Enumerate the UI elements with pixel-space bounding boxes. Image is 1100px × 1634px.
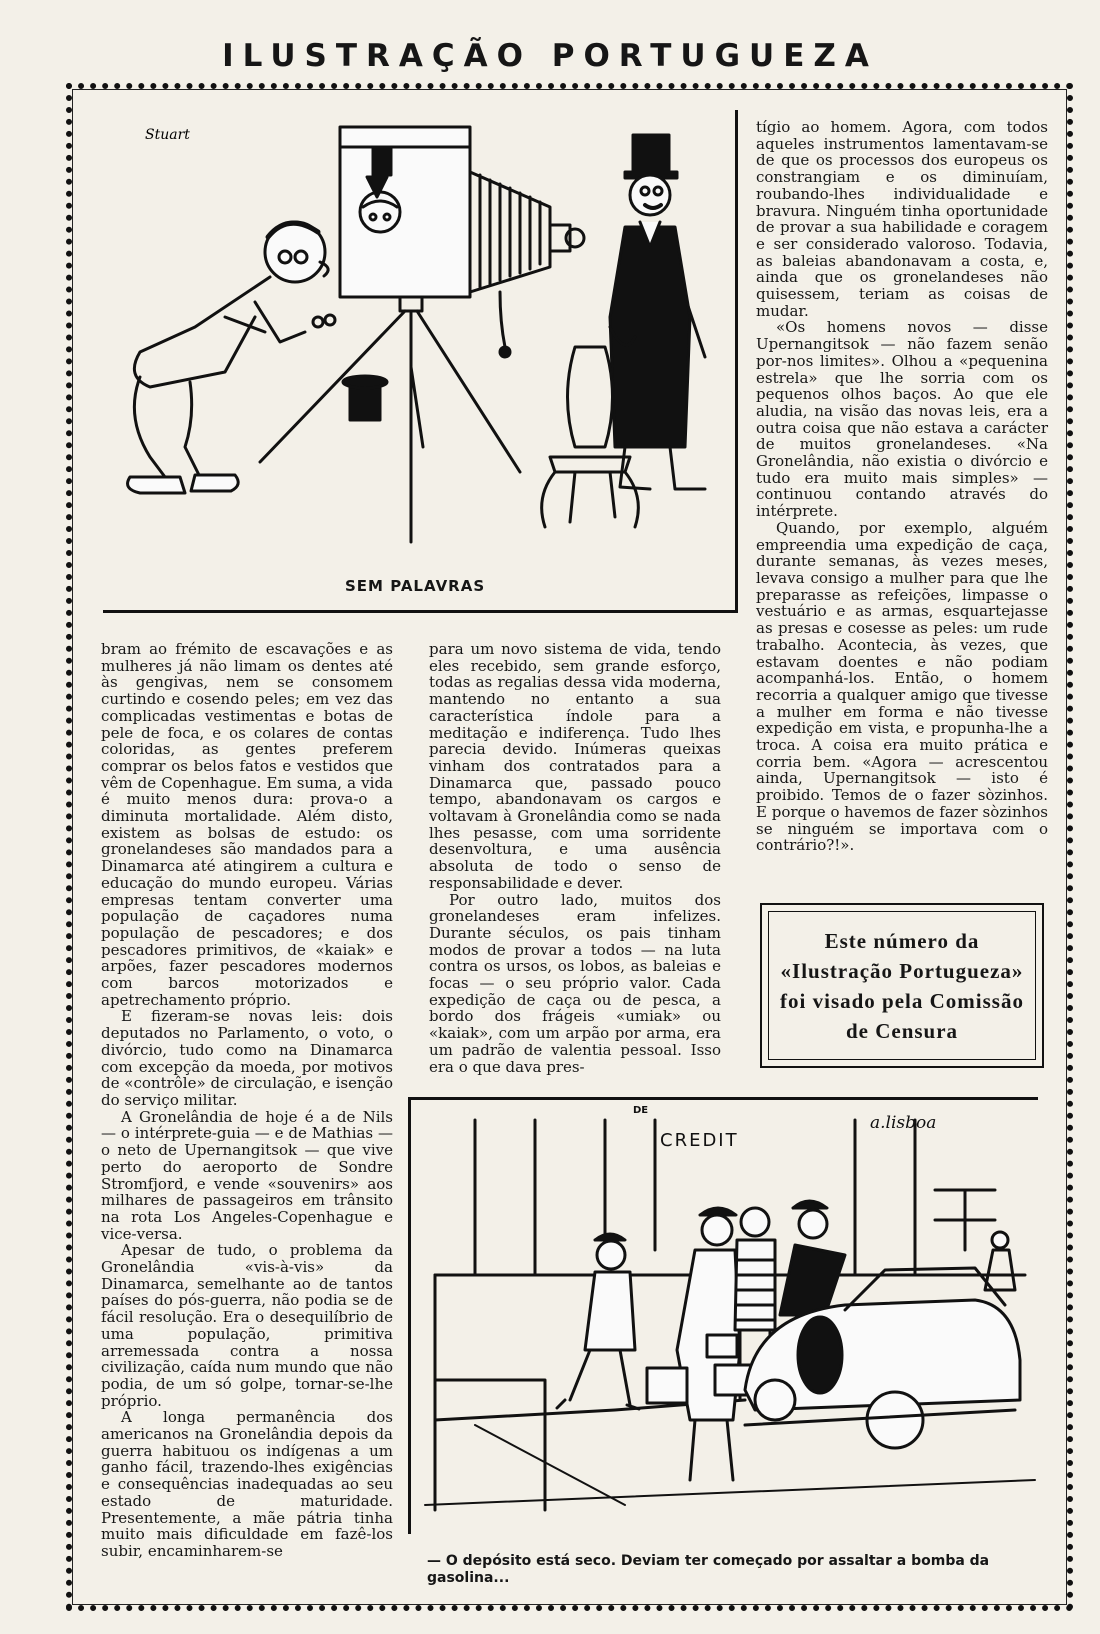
censorship-notice-box	[760, 903, 1044, 1068]
paragraph: Quando, por exemplo, alguém empreendia uma expedição de caça, durante semanas, às vezes meses, levava consigo a mulher para que lhe preparasse as refeições, limpasse o vestuário e as armas, esquartejasse as presas e cosesse as peles: um rude trabalho. Acontecia, às vezes, que estavam doentes e não podiam acompanhá-los. Então, o homem recorria a qualquer amigo que tivesse a mulher em forma e não tivesse expedição em vista, e propunha-lhe a troca. A coisa era muito prática e corria bem. «Agora — acrescentou ainda, Upernangitsok — isto é proibido. Temos de o fazer sòzinhos. E porque o havemos de fazer sòzinhos se ninguém se importava com o contrário?!».	[756, 518, 1048, 855]
paragraph: Apesar de tudo, o problema da Gronelândia «vis-à-vis» da Dinamarca, semelhante ao de tantos países do pós-guerra, não podia se de fácil resolução. Era o desequilíbrio de uma população, primitiva arremessada contra a nossa civilização, caída num mundo que não podia, de um só golpe, tornar-se-lhe próprio.	[101, 1241, 393, 1410]
sign-text-credit: CREDIT	[660, 1130, 739, 1151]
article-column-3	[756, 119, 1048, 854]
paragraph: Por outro lado, muitos dos gronelandeses eram infelizes. Durante séculos, os pais tinham modos de provar a todos — na luta contra os ursos, os lobos, as baleias e focas — o seu próprio valor. Cada expedição de caça ou de pesca, a bordo dos frágeis «umiak» ou «kaiak», com um arpão por arma, era um padrão de valentia pessoal. Isso era o que dava pres-	[429, 890, 721, 1076]
cartoon-signature: Stuart	[145, 127, 190, 143]
paragraph: E fizeram-se novas leis: dois deputados no Parlamento, o voto, o divórcio, tudo como na Dinamarca com excepção da moeda, por motivos de «contrôle» de circulação, e isenção do serviço militar.	[101, 1007, 393, 1109]
paragraph: para um novo sistema de vida, tendo eles recebido, sem grande esforço, todas as regalias dessa vida moderna, mantendo no entanto a sua característica índole para a meditação e indiferença. Tudo lhes parecia devido. Inúmeras queixas vinham dos contratados para a Dinamarca que, passado pouco tempo, abandonavam os cargos e voltavam à Gronelândia como se nada lhes pesasse, com uma sorridente desenvoltura, e uma ausência absoluta de todo o senso de responsabilidade e dever.	[429, 640, 721, 892]
paragraph: tígio ao homem. Agora, com todos aqueles instrumentos lamentavam-se de que os processos dos europeus os constrangiam e os diminuíam, roubando-lhes individualidade e bravura. Ninguém tinha oportunidade de provar a sua habilidade e coragem e ser considerado valoroso. Todavia, as baleias abandonavam a costa, e, ainda que os gronelandeses não quisessem, teriam as coisas de mudar.	[756, 118, 1048, 320]
paragraph: bram ao frémito de escavações e as mulheres já não limam os dentes até às gengivas, nem se consomem curtindo e cosendo peles; em vez das complicadas vestimentas e botas de pele de foca, e os colares de contas coloridas, as gentes preferem comprar os belos fatos e vestidos que vêm de Copenhague. Em suma, a vida é muito menos dura: prova-o a diminuta mortalidade. Além disto, existem as bolsas de estudo: os gronelandeses são mandados para a Dinamarca até atingirem a cultura e educação do mundo europeu. Várias empresas tentam converter uma população de caçadores numa população de pescadores; e dos pescadores primitivos, de «kaiak» e arpões, fazer pescadores modernos com barcos motorizados e apetrechamento próprio.	[101, 640, 393, 1009]
cartoon-caption: — O depósito está seco. Deviam ter começado por assaltar a bomba da gasolina...	[427, 1553, 990, 1586]
article-column-2	[429, 641, 721, 1075]
censorship-notice-inner	[768, 911, 1036, 1060]
cartoon-signature: a.lisboa	[870, 1113, 937, 1133]
cartoon-gangsters	[415, 1100, 1045, 1532]
paragraph: A Gronelândia de hoje é a de Nils — o intérprete-guia — e de Mathias — o neto de Upernangitsok — que vive perto do aeroporto de Sondre Stromfjord, e vende «souvenirs» aos milhares de passageiros em trânsito na rota Los Angeles-Copenhague e vice-versa.	[101, 1107, 393, 1243]
cartoon-photographer	[105, 117, 730, 577]
paragraph: A longa permanência dos americanos na Gronelândia depois da guerra habituou os indígenas a um ganho fácil, trazendo-lhes exigências e consequências inadequadas ao seu estado de maturidade. Presentemente, a mãe pátria tinha muito mais dificuldade em fazê-los subir, encaminharem-se	[101, 1408, 393, 1560]
rule-vertical	[735, 110, 738, 613]
censorship-notice-text: Este número da «Ilustração Portugueza» foi visado pela Comissão de Censura	[780, 928, 1024, 1043]
cartoon-caption: SEM PALAVRAS	[345, 577, 486, 595]
paragraph: «Os homens novos — disse Upernangitsok — não fazem senão por-nos limites». Olhou a «pequenina estrela» que lhe sorria com os pequenos olhos baços. Ao que ele aludia, na visão das novas leis, era a outra coisa que não estava a carácter de muitos gronelandeses. «Na Gronelândia, não existia o divórcio e tudo era muito mais simples» — continuou contando através do intérprete.	[756, 318, 1048, 521]
rule-vertical	[408, 1097, 411, 1534]
rule-horizontal	[103, 610, 735, 613]
sign-text-small: DE	[633, 1105, 649, 1116]
article-column-1	[101, 641, 393, 1560]
masthead: ILUSTRAÇÃO PORTUGUEZA	[222, 38, 878, 74]
